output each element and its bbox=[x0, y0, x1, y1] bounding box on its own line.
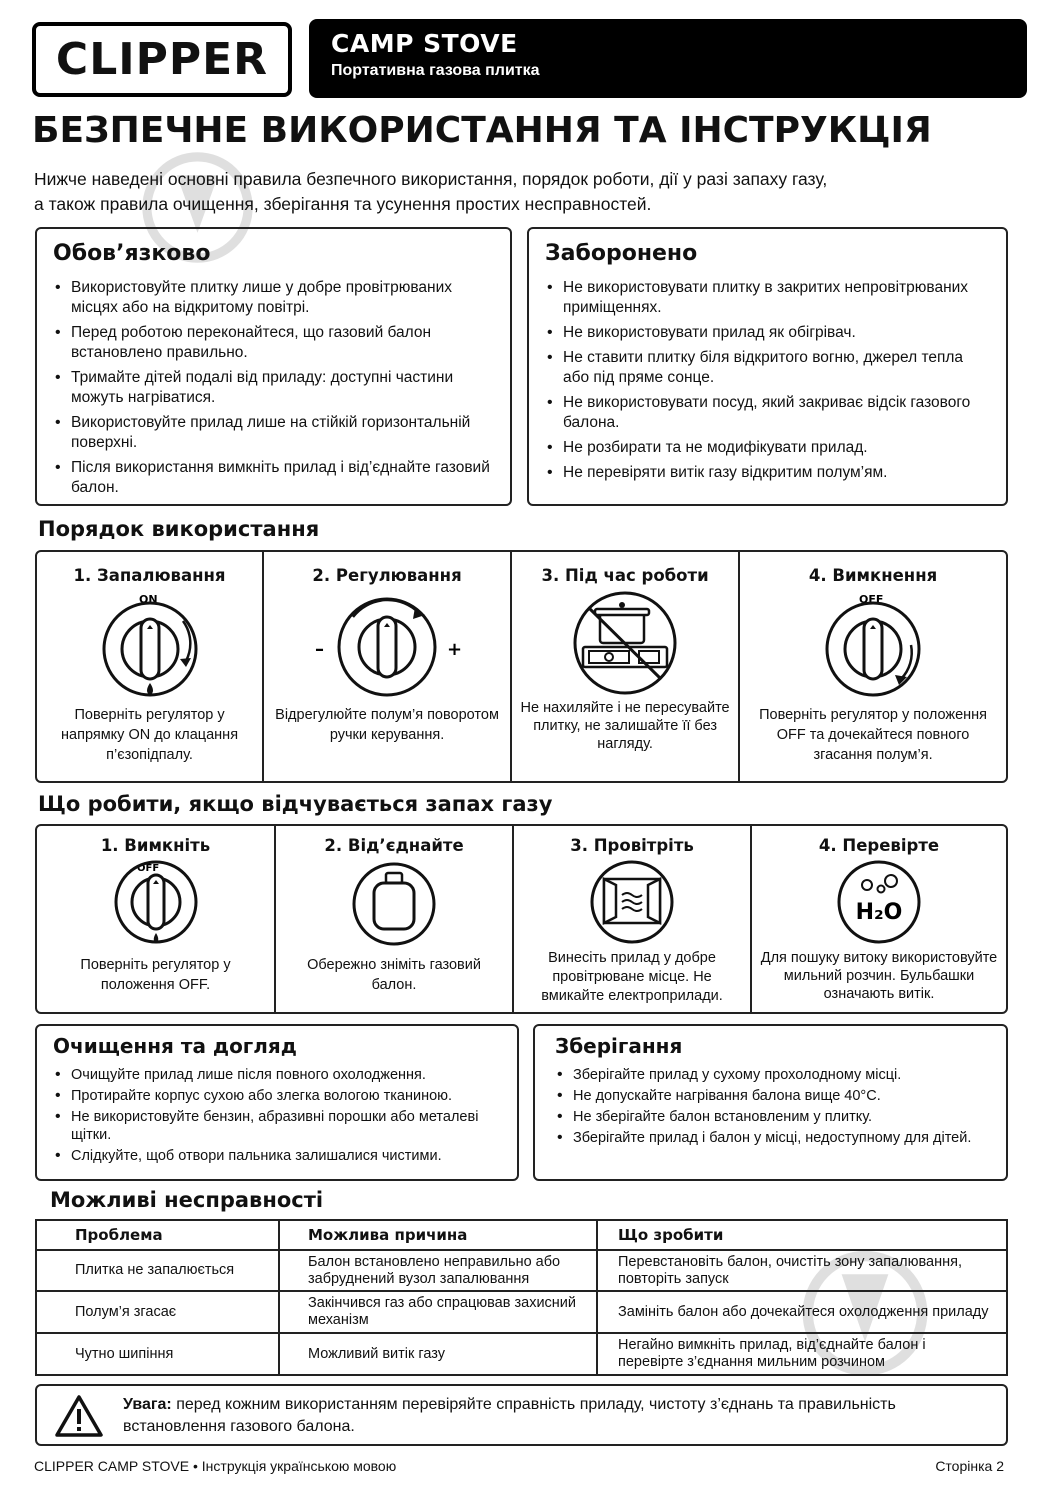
list-item: • Після використання вимкніть прилад і від’єднайте газовий балон. bbox=[53, 458, 494, 498]
footer-separator: • bbox=[192, 1458, 198, 1474]
step-text: Обережно зніміть газовий балон. bbox=[307, 957, 481, 993]
knob-label: ON bbox=[138, 593, 158, 606]
knob-off-icon bbox=[813, 591, 933, 699]
storage-list bbox=[555, 1066, 986, 1147]
warning-text bbox=[123, 1394, 983, 1438]
list-item: • Зберігайте прилад у сухому прохолодному місці. bbox=[555, 1066, 986, 1084]
h2o-label: H₂O bbox=[855, 900, 903, 925]
list-item: • Не використовувати посуд, який закриває відсік газового балона. bbox=[545, 393, 990, 433]
cleaning-card bbox=[35, 1024, 519, 1181]
list-item: • Не використовувати прилад як обігрівач. bbox=[545, 323, 990, 343]
table-cell: Полум’я згасає bbox=[36, 1291, 279, 1333]
knob-label: OFF bbox=[136, 863, 159, 874]
table-header-row bbox=[36, 1220, 1007, 1250]
storage-card bbox=[533, 1024, 1008, 1181]
step-title: 2. Регулювання bbox=[312, 566, 462, 585]
minus-sign: – bbox=[315, 639, 325, 660]
list-item: • Використовуйте прилад лише на стійкій горизонтальній поверхні. bbox=[53, 413, 494, 453]
page-title: БЕЗПЕЧНЕ ВИКОРИСТАННЯ ТА ІНСТРУКЦІЯ bbox=[32, 110, 932, 151]
list-item: • Тримайте дітей подалі від приладу: доступні частини можуть нагріватися. bbox=[53, 368, 494, 408]
cleaning-title: Очищення та догляд bbox=[53, 1034, 297, 1058]
table-cell: Закінчився газ або спрацював захисний механізм bbox=[279, 1291, 597, 1333]
warning-message: перед кожним використанням перевіряйте справність приладу, чистоту з’єднань та правильність встановлення газового балона. bbox=[123, 1396, 896, 1435]
knob-off-icon bbox=[106, 857, 206, 947]
usage-steps bbox=[35, 550, 1008, 783]
warning-box bbox=[35, 1384, 1008, 1446]
footer bbox=[34, 1458, 1004, 1474]
soap-water-icon bbox=[829, 857, 929, 947]
knob-label: OFF bbox=[859, 593, 884, 606]
list-item: • Не перевіряти витік газу відкритим полум’ям. bbox=[545, 463, 990, 483]
usage-step-off bbox=[740, 552, 1006, 781]
table-cell: Плитка не запалюється bbox=[36, 1250, 279, 1291]
table-row bbox=[36, 1250, 1007, 1291]
mandatory-card bbox=[35, 227, 512, 506]
gas-step-check bbox=[752, 826, 1006, 1012]
list-item: • Слідкуйте, щоб отвори пальника залишалися чистими. bbox=[53, 1147, 501, 1165]
table-cell: Негайно вимкніть прилад, від’єднайте балон і перевірте з’єднання мильним розчином bbox=[597, 1333, 1007, 1375]
product-title: CAMP STOVE bbox=[331, 29, 518, 58]
column-header: Що зробити bbox=[597, 1220, 1007, 1250]
list-item: • Не використовуйте бензин, абразивні порошки або металеві щітки. bbox=[53, 1108, 501, 1144]
faults-title: Можливі несправності bbox=[50, 1188, 324, 1212]
table-cell: Можливий витік газу bbox=[279, 1333, 597, 1375]
step-title: 1. Вимкніть bbox=[100, 836, 211, 855]
storage-title: Зберігання bbox=[555, 1034, 683, 1058]
gas-step-disconnect bbox=[276, 826, 514, 1012]
forbidden-title: Заборонено bbox=[545, 241, 698, 266]
brand-logo bbox=[32, 22, 292, 97]
table-cell: Перевстановіть балон, очистіть зону запалювання, повторіть запуск bbox=[597, 1250, 1007, 1291]
footer-doc-name: Інструкція українською мовою bbox=[201, 1458, 397, 1474]
brand-name: CLIPPER bbox=[55, 34, 269, 85]
knob-adjust-icon bbox=[307, 591, 467, 699]
list-item: • Не ставити плитку біля відкритого вогню, джерел тепла або під пряме сонце. bbox=[545, 348, 990, 388]
window-vent-icon bbox=[582, 857, 682, 947]
cleaning-list bbox=[53, 1066, 501, 1165]
plus-sign: + bbox=[447, 639, 463, 660]
list-item: • Не зберігайте балон встановленим у плитку. bbox=[555, 1108, 986, 1126]
knob-on-icon bbox=[90, 591, 210, 699]
step-text: Відрегулюйте полум’я поворотом ручки керування. bbox=[275, 707, 499, 743]
usage-step-operation bbox=[512, 552, 740, 781]
no-tilt-icon bbox=[565, 589, 685, 697]
warning-label: Увага: bbox=[123, 1396, 172, 1413]
column-header: Можлива причина bbox=[279, 1220, 597, 1250]
footer-left bbox=[34, 1458, 396, 1474]
step-text: Для пошуку витоку використовуйте мильний розчин. Бульбашки означають витік. bbox=[760, 950, 998, 1002]
usage-step-ignition bbox=[37, 552, 264, 781]
page-number: Сторінка 2 bbox=[935, 1458, 1004, 1474]
list-item: • Перед роботою переконайтеся, що газовий балон встановлено правильно. bbox=[53, 323, 494, 363]
gas-smell-title: Що робити, якщо відчувається запах газу bbox=[38, 792, 553, 816]
list-item: • Не розбирати та не модифікувати прилад. bbox=[545, 438, 990, 458]
list-item: • Очищуйте прилад лише після повного охолодження. bbox=[53, 1066, 501, 1084]
list-item: • Використовуйте плитку лише у добре провітрюваних місцях або на відкритому повітрі. bbox=[53, 278, 494, 318]
product-subtitle: Портативна газова плитка bbox=[331, 62, 540, 79]
step-title: 1. Запалювання bbox=[73, 566, 226, 585]
warning-icon bbox=[55, 1394, 103, 1438]
step-text: Не нахиляйте і не пересувайте плитку, не залишайте її без нагляду. bbox=[520, 700, 730, 752]
usage-title: Порядок використання bbox=[38, 517, 320, 541]
footer-brand: CLIPPER CAMP STOVE bbox=[34, 1458, 190, 1474]
product-banner bbox=[309, 19, 1027, 98]
column-header: Проблема bbox=[36, 1220, 279, 1250]
step-text: Винесіть прилад у добре провітрюване місце. Не вмикайте електроприлади. bbox=[541, 950, 723, 1004]
mandatory-list bbox=[53, 278, 494, 498]
step-text: Поверніть регулятор у положення OFF. bbox=[80, 957, 231, 993]
list-item: • Не використовувати плитку в закритих непровітрюваних приміщеннях. bbox=[545, 278, 990, 318]
forbidden-list bbox=[545, 278, 990, 483]
table-row bbox=[36, 1291, 1007, 1333]
gas-step-off bbox=[37, 826, 276, 1012]
step-title: 4. Перевірте bbox=[818, 836, 940, 855]
list-item: • Не допускайте нагрівання балона вище 40°C. bbox=[555, 1087, 986, 1105]
usage-step-adjust bbox=[264, 552, 512, 781]
list-item: • Зберігайте прилад і балон у місці, недоступному для дітей. bbox=[555, 1129, 986, 1147]
intro-line: а також правила очищення, зберігання та усунення простих несправностей. bbox=[34, 194, 652, 214]
step-title: 2. Від’єднайте bbox=[324, 836, 464, 855]
faults-table bbox=[35, 1219, 1008, 1376]
table-row bbox=[36, 1333, 1007, 1375]
step-title: 4. Вимкнення bbox=[808, 566, 938, 585]
table-cell: Балон встановлено неправильно або забруднений вузол запалювання bbox=[279, 1250, 597, 1291]
gas-step-ventilate bbox=[514, 826, 752, 1012]
table-cell: Замініть балон або дочекайтеся охолодження приладу bbox=[597, 1291, 1007, 1333]
mandatory-title: Обов’язково bbox=[53, 241, 211, 266]
step-title: 3. Під час роботи bbox=[541, 566, 709, 585]
intro-text bbox=[34, 167, 1024, 217]
intro-line: Нижче наведені основні правила безпечного використання, порядок роботи, дії у разі запаху газу, bbox=[34, 169, 828, 189]
step-text: Поверніть регулятор у напрямку ON до клацання п’єзопідпалу. bbox=[61, 707, 239, 763]
gas-canister-icon bbox=[344, 859, 444, 949]
step-text: Поверніть регулятор у положення OFF та дочекайтеся повного згасання полум’я. bbox=[759, 707, 988, 763]
step-title: 3. Провітріть bbox=[570, 836, 694, 855]
list-item: • Протирайте корпус сухою або злегка вологою тканиною. bbox=[53, 1087, 501, 1105]
forbidden-card bbox=[527, 227, 1008, 506]
gas-smell-steps bbox=[35, 824, 1008, 1014]
table-cell: Чутно шипіння bbox=[36, 1333, 279, 1375]
